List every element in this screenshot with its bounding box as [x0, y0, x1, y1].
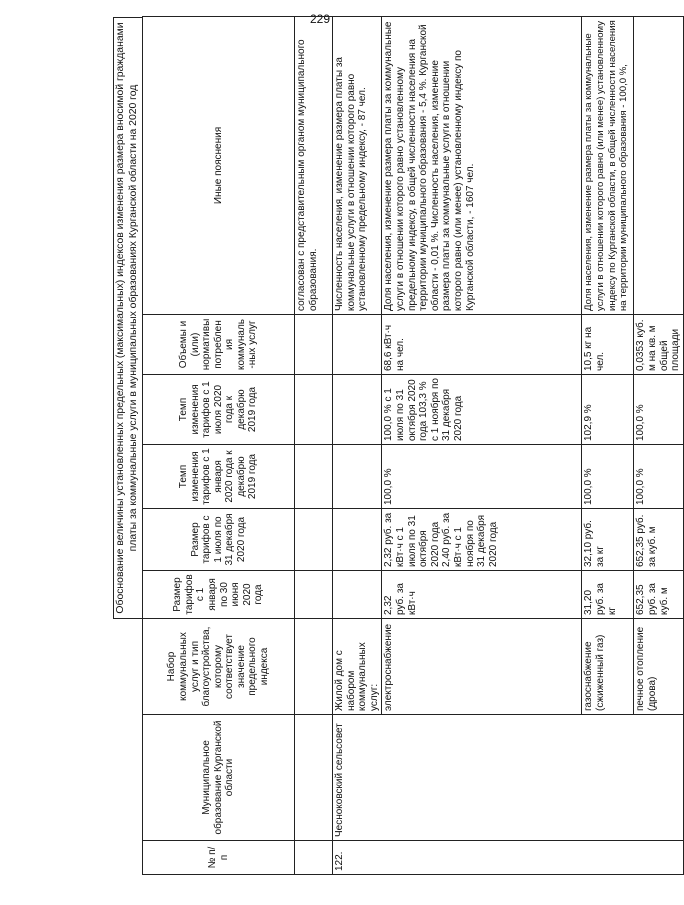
table-cell — [295, 445, 333, 509]
table-cell — [295, 375, 333, 445]
volume-cell: 0,0353 куб. м на кв. м общей площади — [634, 315, 683, 375]
header-tariff-jan-jun: Размер тарифов с 1 января по 30 июня 2020 года — [143, 571, 295, 619]
row-municipality-cell: Чесноковский сельсовет — [333, 715, 684, 841]
table-row-prev-continuation — [295, 17, 333, 875]
volume-cell: 68,6 кВт·ч на чел. — [382, 315, 582, 375]
table-cell — [333, 375, 382, 445]
tariff2-cell: 32,10 руб. за кг — [582, 509, 634, 571]
header-row — [143, 17, 295, 875]
tariff1-cell: 31,20 руб. за кг — [582, 571, 634, 619]
table-caption: Обоснование величины установленных предельных (максимальных) индексов изменения размера вносимой гражданами платы за коммунальные услуги в муниципальных образованиях Курганской области на 2020 год — [113, 17, 142, 619]
volume-cell: 10,5 кг на чел. — [582, 315, 634, 375]
table-cell — [333, 571, 382, 619]
row-number-cell: 122. — [333, 841, 684, 875]
table-cell — [295, 715, 333, 841]
header-tariff-jul-dec: Размер тарифов с 1 июля по 31 декабря 2020 года — [143, 509, 295, 571]
page-number: 229 — [309, 12, 331, 26]
tariff1-cell: 2,32 руб. за кВт·ч — [382, 571, 582, 619]
service-name-cell: печное отопление (дрова) — [634, 619, 683, 715]
header-service: Набор коммунальных услуг и тип благоустройства, которому соответствует значение предельного индекса — [143, 619, 295, 715]
rate2-cell: 102,9 % — [582, 375, 634, 445]
header-volumes: Объемы и (или) нормативы потребления коммуналь-ных услуг — [143, 315, 295, 375]
table-cell — [333, 315, 382, 375]
rate1-cell: 100,0 % — [582, 445, 634, 509]
note-cell — [634, 17, 683, 315]
rate1-cell: 100,0 % — [634, 445, 683, 509]
note-cell: Доля населения, изменение размера платы за коммунальные услуги в отношении которого равно (или менее) установленному индексу по Курганской области, в общей численности населения на территории муниципального образования - 100,0 %, — [582, 17, 634, 315]
table-cell — [333, 445, 382, 509]
housing-note-cell: Численность населения, изменение размера платы за коммунальные услуги в отношении которого равно установленному предельному индексу, - 87 чел. — [333, 17, 382, 315]
header-municipality: Муниципальное образование Курганской области — [143, 715, 295, 841]
header-rate-jul: Темп изменения тарифов с 1 июля 2020 года к декабрю 2019 года — [143, 375, 295, 445]
table-cell — [295, 841, 333, 875]
prev-note-cell: согласован с представительным органом муниципального образования. — [295, 17, 333, 315]
tariff2-cell: 2,32 руб. за кВт·ч с 1 июля по 31 октября 2020 года 2,40 руб. за кВт·ч с 1 ноября по 31 декабря 2020 года — [382, 509, 582, 571]
note-cell: Доля населения, изменение размера платы за коммунальные услуги в отношении которого равно установленному предельному индексу, в общей численности населения на территории муниципального образования - 5,4 %. Курганской области - 0,01 %. Численность населения, изменение размера платы за коммунальные услуги в отношении которого равно (или менее) установленному индексу по Курганской области, - 1607 чел. — [382, 17, 582, 315]
table-row-housing — [333, 17, 382, 875]
table-cell — [333, 509, 382, 571]
housing-cell: Жилой дом с набором коммунальных услуг: — [333, 619, 382, 715]
service-name-cell: газоснабжение (сжиженный газ) — [582, 619, 634, 715]
service-name-cell: электроснабжение — [382, 619, 582, 715]
document-table-wrapper — [113, 17, 684, 875]
tariff-table — [142, 16, 684, 875]
table-cell — [295, 315, 333, 375]
table-cell — [295, 571, 333, 619]
header-num: № п/п — [143, 841, 295, 875]
tariff2-cell: 652,35 руб. за куб. м — [634, 509, 683, 571]
rate2-cell: 100,0 % с 1 июля по 31 октября 2020 года 103,3 % с 1 ноября по 31 декабря 2020 года — [382, 375, 582, 445]
header-notes: Иные пояснения — [143, 17, 295, 315]
table-cell — [295, 509, 333, 571]
rate2-cell: 100,0 % — [634, 375, 683, 445]
table-cell — [295, 619, 333, 715]
header-rate-jan: Темп изменения тарифов с 1 января 2020 года к декабрю 2019 года — [143, 445, 295, 509]
tariff1-cell: 652,35 руб. за куб. м — [634, 571, 683, 619]
rate1-cell: 100,0 % — [382, 445, 582, 509]
